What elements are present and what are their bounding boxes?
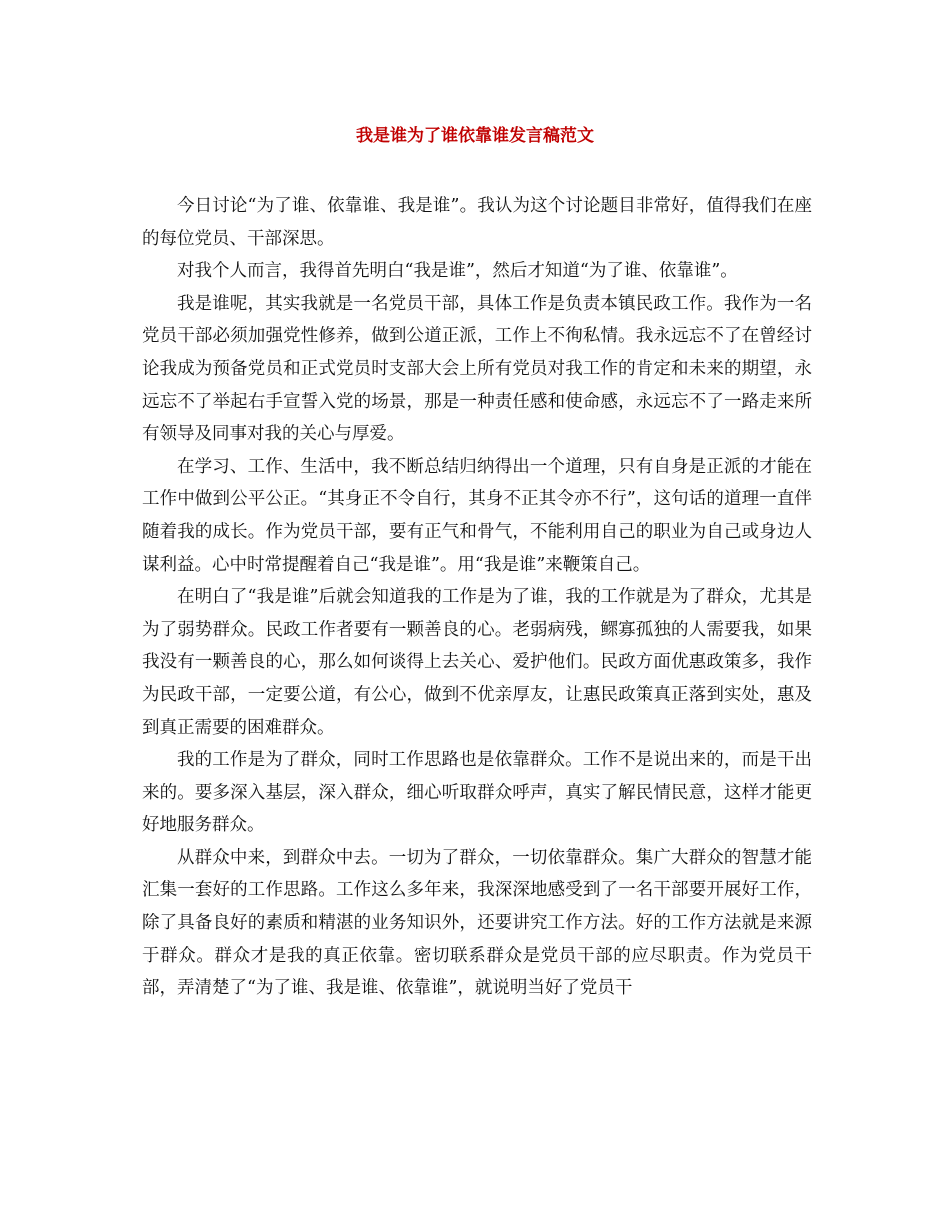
- paragraph: 在学习、工作、生活中，我不断总结归纳得出一个道理，只有自身是正派的才能在工作中做到公平公正。“其身正不令自行，其身不正其令亦不行”，这句话的道理一直伴随着我的成长。作为党员干部，要有正气和骨气，不能利用自己的职业为自己或身边人谋利益。心中时常提醒着自己“我是谁”。用“我是谁”来鞭策自己。: [142, 456, 812, 575]
- paragraph: 我的工作是为了群众，同时工作思路也是依靠群众。工作不是说出来的，而是干出来的。要多深入基层，深入群众，细心听取群众呼声，真实了解民情民意，这样才能更好地服务群众。: [142, 750, 812, 836]
- document-body: [142, 190, 812, 1005]
- document-title: 我是谁为了谁依靠谁发言稿范文: [356, 126, 594, 146]
- paragraph: 在明白了“我是谁”后就会知道我的工作是为了谁，我的工作就是为了群众，尤其是为了弱势群众。民政工作者要有一颗善良的心。老弱病残，鳏寡孤独的人需要我，如果我没有一颗善良的心，那么如何谈得上去关心、爱护他们。民政方面优惠政策多，我作为民政干部，一定要公道，有公心，做到不优亲厚友，让惠民政策真正落到实处，惠及到真正需要的困难群众。: [142, 587, 812, 738]
- paragraph: 我是谁呢，其实我就是一名党员干部，具体工作是负责本镇民政工作。我作为一名党员干部必须加强党性修养，做到公道正派，工作上不徇私情。我永远忘不了在曾经讨论我成为预备党员和正式党员时支部大会上所有党员对我工作的肯定和未来的期望，永远忘不了举起右手宣誓入党的场景，那是一种责任感和使命感，永远忘不了一路走来所有领导及同事对我的关心与厚爱。: [142, 293, 812, 445]
- paragraph: 从群众中来，到群众中去。一切为了群众，一切依靠群众。集广大群众的智慧才能汇集一套好的工作思路。工作这么多年来，我深深地感受到了一名干部要开展好工作，除了具备良好的素质和精湛的业务知识外，还要讲究工作方法。好的工作方法就是来源于群众。群众才是我的真正依靠。密切联系群众是党员干部的应尽职责。作为党员干部，弄清楚了“为了谁、我是谁、依靠谁”，就说明当好了党员干: [142, 847, 812, 999]
- paragraph: 今日讨论“为了谁、依靠谁、我是谁”。我认为这个讨论题目非常好，值得我们在座的每位党员、干部深思。: [142, 196, 812, 249]
- paragraph: 对我个人而言，我得首先明白“我是谁”，然后才知道“为了谁、依靠谁”。: [177, 261, 738, 282]
